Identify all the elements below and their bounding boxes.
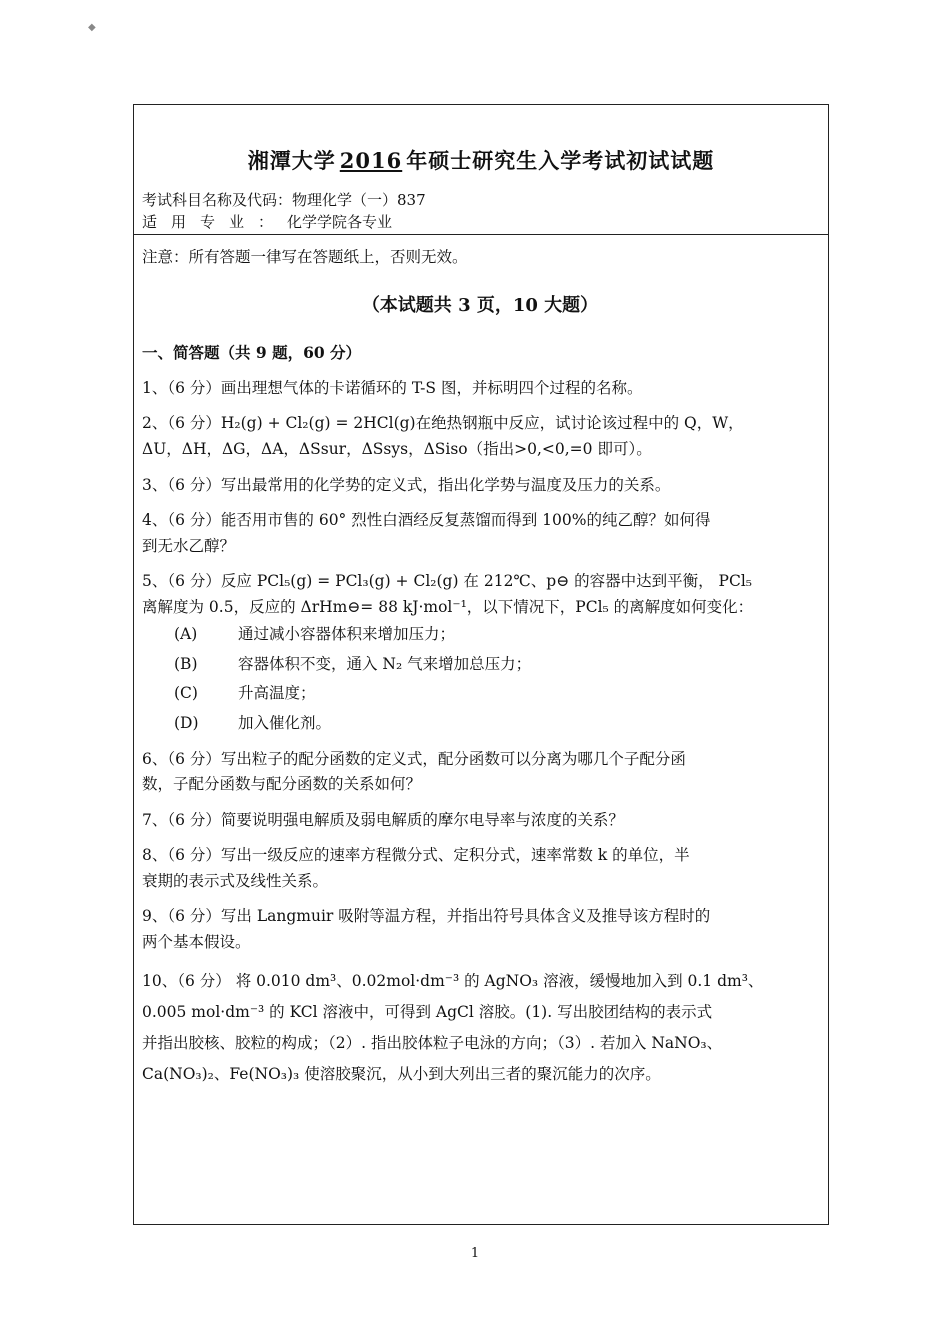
question-10 [142,966,818,1090]
page-number: 1 [470,1246,480,1261]
title-year: 2016 [339,148,403,173]
question-3: 3、（6 分）写出最常用的化学势的定义式，指出化学势与温度及压力的关系。 [142,475,671,494]
question-6 [142,747,818,798]
question-1: 1、（6 分）画出理想气体的卡诺循环的 T-S 图，并标明四个过程的名称。 [142,378,643,397]
option-key: (A) [174,625,198,644]
subject-line: 考试科目名称及代码：物理化学（一）837 [142,191,426,209]
section-title: 一、简答题（共 9 题，60 分） [142,343,362,363]
question-4-line2: 到无水乙醇？ [142,536,236,555]
major-label: 适用专业： [142,213,288,231]
question-2 [142,411,818,462]
question-8 [142,843,818,894]
major-value: 化学学院各专业 [287,213,393,231]
question-5 [142,569,818,736]
option-text: 加入催化剂。 [238,714,332,732]
option-text: 容器体积不变，通入 N₂ 气来增加总压力； [238,654,532,673]
option-key: (D) [174,714,199,732]
title-suffix: 年硕士研究生入学考试初试试题 [406,148,715,173]
option-text: 通过减小容器体积来增加压力； [238,625,456,644]
exam-subtitle: （本试题共 3 页，10 大题） [361,294,599,316]
page-title [134,145,828,175]
question-9 [142,904,818,955]
exam-frame [133,104,829,1225]
question-5-line1: 5、（6 分）反应 PCl₅(g) = PCl₃(g) + Cl₂(g) 在 212℃、p⊖ 的容器中达到平衡， PCl₅ [142,572,753,591]
major-line [142,211,392,232]
question-9-line1: 9、（6 分）写出 Langmuir 吸附等温方程，并指出符号具体含义及推导该方程时的 [142,907,711,926]
question-4 [142,508,818,559]
question-8-line1: 8、（6 分）写出一级反应的速率方程微分式、定积分式，速率常数 k 的单位，半 [142,846,690,865]
scan-speck: ◆ [88,22,96,33]
option-b [174,652,818,678]
notice: 注意：所有答题一律写在答题纸上，否则无效。 [142,248,468,266]
option-key: (C) [174,684,198,703]
title-school: 湘潭大学 [247,148,336,173]
option-d [174,711,818,737]
question-10-line4: Ca(NO₃)₂、Fe(NO₃)₃ 使溶胶聚沉，从小到大列出三者的聚沉能力的次序。 [142,1064,661,1083]
option-text: 升高温度； [238,684,316,703]
question-7: 7、（6 分）简要说明强电解质及弱电解质的摩尔电导率与浓度的关系？ [142,810,624,829]
question-10-line3: 并指出胶核、胶粒的构成；（2）. 指出胶体粒子电泳的方向；（3）. 若加入 NaNO₃、 [142,1033,723,1052]
option-a [174,622,818,648]
question-10-line2: 0.005 mol·dm⁻³ 的 KCl 溶液中，可得到 AgCl 溶胶。(1). 写出胶团结构的表示式 [142,1002,713,1021]
option-c [174,681,818,707]
exam-header [134,105,828,235]
question-2-line2: ΔU，ΔH，ΔG，ΔA，ΔSsur，ΔSsys，ΔSiso（指出>0,<0,=0 即可）。 [142,439,652,458]
question-2-line1: 2、（6 分）H₂(g) + Cl₂(g) = 2HCl(g)在绝热钢瓶中反应，试讨论该过程中的 Q，W， [142,414,744,433]
question-6-line2: 数，子配分函数与配分函数的关系如何？ [142,775,422,794]
question-4-line1: 4、（6 分）能否用市售的 60° 烈性白酒经反复蒸馏而得到 100%的纯乙醇？如何得 [142,511,711,530]
question-8-line2: 衰期的表示式及线性关系。 [142,871,329,890]
question-9-line2: 两个基本假设。 [142,932,251,951]
question-10-line1: 10、（6 分） 将 0.010 dm³、0.02mol·dm⁻³ 的 AgNO₃ 溶液，缓慢地加入到 0.1 dm³、 [142,971,764,990]
question-5-line2: 离解度为 0.5，反应的 ΔrHm⊖= 88 kJ·mol⁻¹，以下情况下，PCl₅ 的离解度如何变化： [142,597,754,616]
question-6-line1: 6、（6 分）写出粒子的配分函数的定义式，配分函数可以分离为哪几个子配分函 [142,749,686,768]
option-key: (B) [174,654,198,673]
exam-content [142,245,818,1100]
